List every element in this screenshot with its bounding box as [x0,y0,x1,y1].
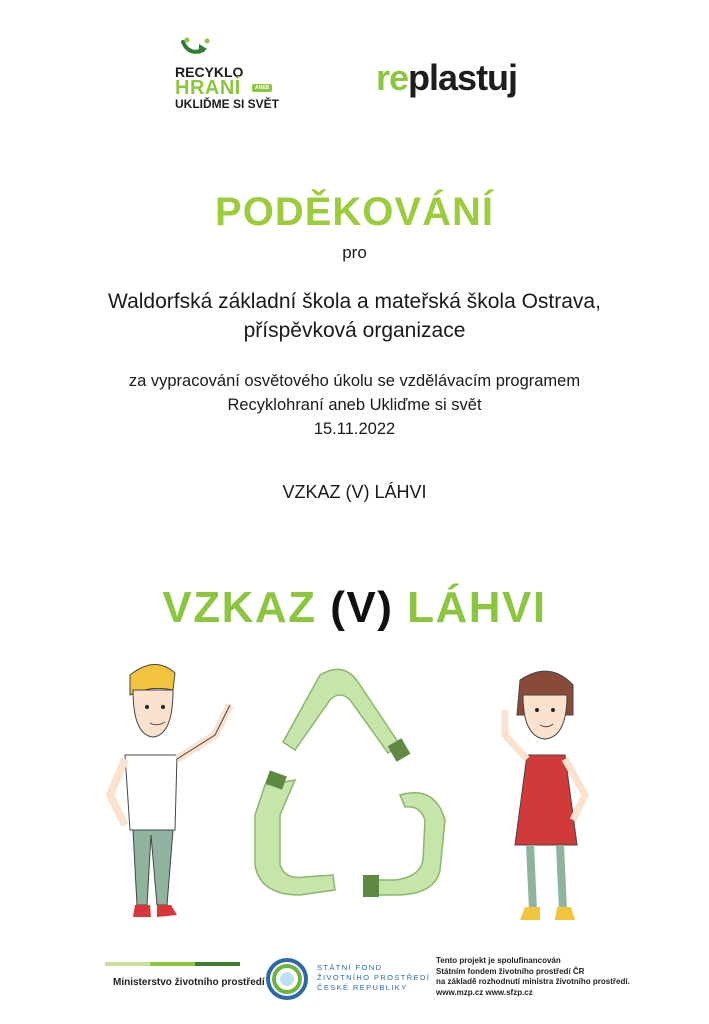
hrani-text: HRANÍ [175,77,241,99]
sfzp-line2: ŽIVOTNÍHO PROSTŘEDÍ [317,973,431,982]
recycle-arrow-icon [179,36,213,62]
uklidme-text: UKLIĎME SI SVĚT [175,97,280,111]
illustration [95,655,615,935]
sfzp-circle-icon [265,957,309,1001]
ministry-name: Ministerstvo životního prostředí [113,977,265,988]
note-line2: Státním fondem životního prostředí ČR [436,966,585,976]
recycle-bottles-icon [255,669,445,897]
banner-title [0,583,709,633]
funding-note [436,956,636,998]
for-label: pro [342,243,367,262]
ministry-logo [105,962,265,1002]
certificate-title: PODĚKOVÁNÍ [215,190,494,234]
school-name-line2: příspěvková organizace [243,319,466,342]
note-links: www.mzp.cz www.sfzp.cz [436,987,533,997]
aneb-badge: ANEB [252,84,272,92]
school-name-line1: Waldorfská základní škola a mateřská škola Ostrava, [108,290,601,313]
replastuj-plastuj: plastuj [408,57,518,98]
note-line1: Tento projekt je spolufinancován [436,956,561,965]
boy-illustration [110,664,230,917]
replastuj-logo [376,57,518,98]
banner-part3: LÁHVI [393,583,547,632]
project-name: VZKAZ (V) LÁHVI [282,482,427,502]
reason-line1: za vypracování osvětového úkolu se vzdělávacím programem [128,372,581,390]
girl-illustration [505,671,585,920]
reason-line2: Recyklohraní aneb Ukliďme si svět [227,396,482,414]
replastuj-re: re [376,57,409,98]
note-line3: na základě rozhodnutí ministra životního prostředí. [436,977,630,986]
sfzp-name [317,963,430,993]
certificate-date: 15.11.2022 [313,420,396,438]
recyklo-text: RECYKLO [175,64,244,80]
banner-part1: VZKAZ [162,583,331,632]
sfzp-line3: ČESKÉ REPUBLIKY [317,983,408,992]
sfzp-line1: STÁTNÍ FOND [317,963,383,972]
recyklohrani-logo [175,36,285,112]
ministry-color-bars [105,962,240,968]
banner-part2: (V) [330,583,394,632]
sfzp-logo [265,955,431,1005]
